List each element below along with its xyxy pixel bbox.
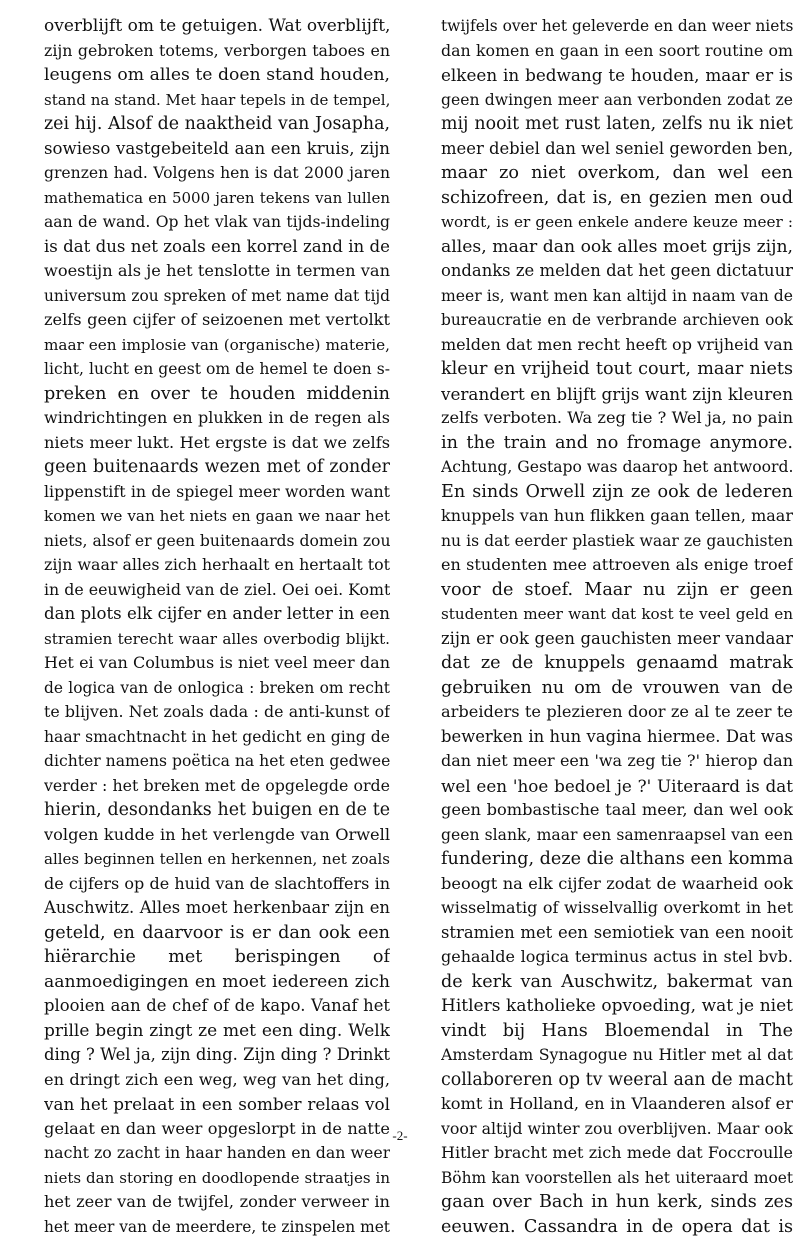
text-line: zelfs verboten. Wa zeg tie ? Wel ja, no pain [441,406,793,431]
text-line: kleur en vrijheid tout court, maar niets [441,357,793,382]
text-line: verder : het breken met de opgelegde orde [44,774,390,799]
text-line: melden dat men recht heeft op vrijheid van [441,333,793,358]
text-line: de logica van de onlogica : breken om recht [44,676,390,701]
text-line: komt in Holland, en in Vlaanderen alsof er [441,1092,793,1117]
text-line: niets, alsof er geen buitenaards domein zou [44,529,390,554]
text-line: en dringt zich een weg, weg van het ding, [44,1068,390,1093]
text-line: geen bombastische taal meer, dan wel ook [441,798,793,823]
text-line: vindt bij Hans Bloemendal in The [441,1019,793,1044]
text-line: dan niet meer een 'wa zeg tie ?' hierop dan [441,749,793,774]
text-line: de kerk van Auschwitz, bakermat van [441,970,793,995]
text-line: zijn gebroken totems, verborgen taboes en [44,39,390,64]
text-line: knuppels van hun flikken gaan tellen, maar [441,504,793,529]
text-line: het meer van de meerdere, te zinspelen met [44,1215,390,1239]
text-line: niets dan storing en doodlopende straatjes in [44,1166,390,1191]
left-column [44,14,390,1239]
text-line: Auschwitz. Alles moet herkenbaar zijn en [44,896,390,921]
text-line: collaboreren op tv weeral aan de macht [441,1068,793,1093]
text-line: dat ze de knuppels genaamd matrak [441,651,793,676]
text-line: elkeen in bedwang te houden, maar er is [441,63,793,88]
text-line: mij nooit met rust laten, zelfs nu ik niet [441,112,793,137]
text-line: niets meer lukt. Het ergste is dat we zelfs [44,431,390,456]
text-line: haar smachtnacht in het gedicht en ging de [44,725,390,750]
text-line: bewerken in hun vagina hiermee. Dat was [441,725,793,750]
text-line: in the train and no fromage anymore. [441,431,793,456]
text-line: eeuwen. Cassandra in de opera dat is [441,1215,793,1239]
text-line: En sinds Orwell zijn ze ook de lederen [441,480,793,505]
text-line: maar een implosie van (organische) materie, [44,333,390,358]
right-column [441,14,793,1239]
text-line: is dat dus net zoals een korrel zand in de [44,235,390,260]
text-line: het zeer van de twijfel, zonder verweer in [44,1190,390,1215]
text-line: van het prelaat in een somber relaas vol [44,1092,390,1117]
text-line: gebruiken nu om de vrouwen van de [441,676,793,701]
text-line: lippenstift in de spiegel meer worden want [44,480,390,505]
text-line: ondanks ze melden dat het geen dictatuur [441,259,793,284]
text-line: geteld, en daarvoor is er dan ook een [44,921,390,946]
text-line: hiërarchie met berispingen of [44,945,390,970]
text-line: arbeiders te plezieren door ze al te zeer te [441,700,793,725]
text-line: aan de wand. Op het vlak van tijds-indeling [44,210,390,235]
text-line: gaan over Bach in hun kerk, sinds zes [441,1190,793,1215]
text-line: Het ei van Columbus is niet veel meer dan [44,651,390,676]
text-line: geen slank, maar een samenraapsel van een [441,823,793,848]
text-line: nacht zo zacht in haar handen en dan weer [44,1141,390,1166]
text-line: gehaalde logica terminus actus in stel bvb. [441,945,793,970]
text-line: aanmoedigingen en moet iedereen zich [44,970,390,995]
text-line: mathematica en 5000 jaren tekens van lullen [44,186,390,211]
text-line: dan komen en gaan in een soort routine om [441,39,793,64]
text-line: studenten meer want dat kost te veel geld en [441,602,793,627]
text-line: meer debiel dan wel seniel geworden ben, [441,137,793,162]
text-line: ding ? Wel ja, zijn ding. Zijn ding ? Drinkt [44,1043,390,1068]
text-line: prille begin zingt ze met een ding. Welk [44,1019,390,1044]
text-line: preken en over te houden middenin [44,382,390,407]
text-line: schizofreen, dat is, en gezien men oud [441,186,793,211]
text-line: gelaat en dan weer opgeslorpt in de natte [44,1117,390,1142]
text-line: geen buitenaards wezen met of zonder [44,455,390,480]
text-line: grenzen had. Volgens hen is dat 2000 jaren [44,161,390,186]
text-line: wel een 'hoe bedoel je ?' Uiteraard is dat [441,774,793,799]
text-line: verandert en blijft grijs want zijn kleuren [441,382,793,407]
text-line: alles, maar dan ook alles moet grijs zijn, [441,235,793,260]
text-line: dan plots elk cijfer en ander letter in een [44,602,390,627]
text-line: Böhm kan voorstellen als het uiteraard moet [441,1166,793,1191]
text-line: windrichtingen en plukken in de regen als [44,406,390,431]
text-line: fundering, deze die althans een komma [441,847,793,872]
text-line: hierin, desondanks het buigen en de te [44,798,390,823]
text-line: Hitler bracht met zich mede dat Foccroulle [441,1141,793,1166]
text-line: overblijft om te getuigen. Wat overblijft, [44,14,390,39]
text-line: bureaucratie en de verbrande archieven ook [441,308,793,333]
text-line: komen we van het niets en gaan we naar het [44,504,390,529]
text-line: de cijfers op de huid van de slachtoffers in [44,872,390,897]
text-line: zei hij. Alsof de naaktheid van Josapha, [44,112,390,137]
text-line: zelfs geen cijfer of seizoenen met vertolkt [44,308,390,333]
text-line: woestijn als je het tenslotte in termen van [44,259,390,284]
text-line: geen dwingen meer aan verbonden zodat ze [441,88,793,113]
text-line: leugens om alles te doen stand houden, [44,63,390,88]
text-line: in de eeuwigheid van de ziel. Oei oei. Komt [44,578,390,603]
text-line: stramien terecht waar alles overbodig blijkt. [44,627,390,652]
text-line: stramien met een semiotiek van een nooit [441,921,793,946]
page-number: -2- [0,1128,800,1144]
text-line: licht, lucht en geest om de hemel te doen s- [44,357,390,382]
text-line: voor de stoef. Maar nu zijn er geen [441,578,793,603]
text-line: te blijven. Net zoals dada : de anti-kunst of [44,700,390,725]
text-line: plooien aan de chef of de kapo. Vanaf het [44,994,390,1019]
text-line: maar zo niet overkom, dan wel een [441,161,793,186]
text-line: Hitlers katholieke opvoeding, wat je niet [441,994,793,1019]
text-line: Achtung, Gestapo was daarop het antwoord. [441,455,793,480]
text-line: zijn er ook geen gauchisten meer vandaar [441,627,793,652]
text-line: universum zou spreken of met name dat tijd [44,284,390,309]
text-line: twijfels over het geleverde en dan weer niets [441,14,793,39]
text-line: sowieso vastgebeiteld aan een kruis, zijn [44,137,390,162]
text-line: zijn waar alles zich herhaalt en hertaalt tot [44,553,390,578]
text-line: nu is dat eerder plastiek waar ze gauchisten [441,529,793,554]
text-line: wisselmatig of wisselvallig overkomt in het [441,896,793,921]
text-line: meer is, want men kan altijd in naam van de [441,284,793,309]
text-line: stand na stand. Met haar tepels in de tempel, [44,88,390,113]
text-line: dichter namens poëtica na het eten gedwee [44,749,390,774]
text-line: alles beginnen tellen en herkennen, net zoals [44,847,390,872]
text-line: Amsterdam Synagogue nu Hitler met al dat [441,1043,793,1068]
text-line: en studenten mee attroeven als enige troef [441,553,793,578]
text-line: beoogt na elk cijfer zodat de waarheid ook [441,872,793,897]
text-line: wordt, is er geen enkele andere keuze meer : [441,210,793,235]
text-line: volgen kudde in het verlengde van Orwell [44,823,390,848]
text-line: voor altijd winter zou overblijven. Maar ook [441,1117,793,1142]
